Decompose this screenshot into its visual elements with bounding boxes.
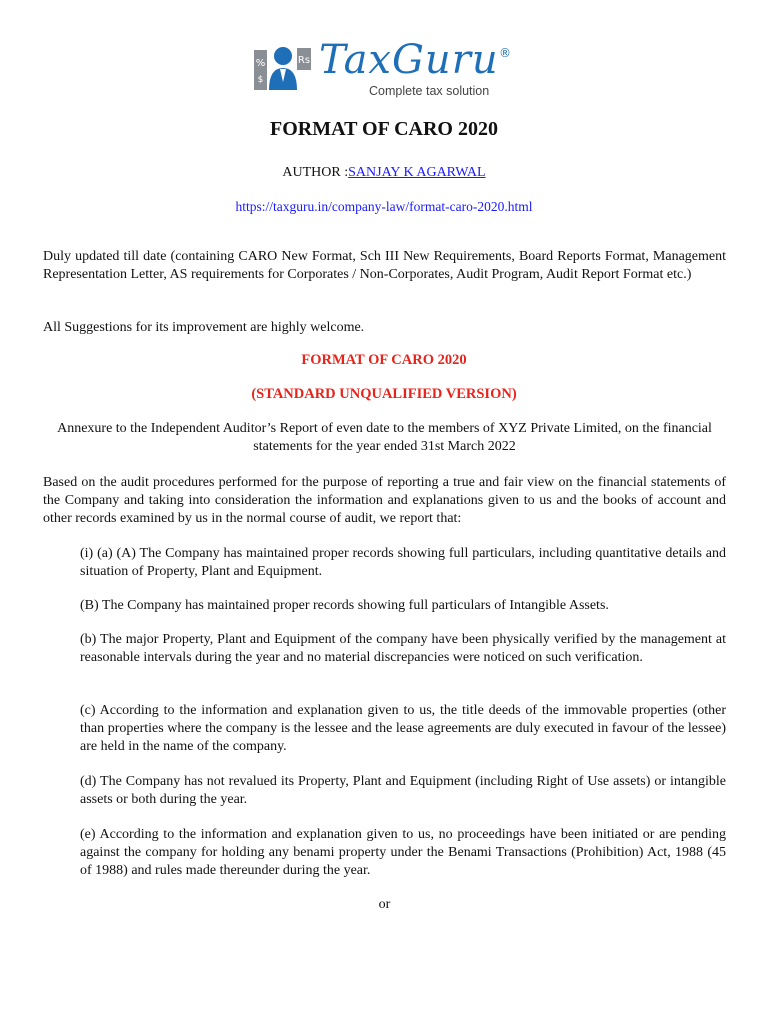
svg-text:$: $ <box>257 75 264 85</box>
clause-i-a-A: (i) (a) (A) The Company has maintained proper records showing full particulars, including quantitative details and situation of Property, Plant and Equipment. <box>80 546 726 579</box>
annexure-paragraph: Annexure to the Independent Auditor’s Report of even date to the members of XYZ Private Limited, on the financial statements for the year ended 31st March 2022 <box>57 421 712 454</box>
clause-d: (d) The Company has not revalued its Property, Plant and Equipment (including Right of Use assets) or intangible assets or both during the year. <box>80 774 726 807</box>
taxguru-emblem-icon <box>253 40 311 98</box>
document-title: FORMAT OF CARO 2020 <box>270 118 498 140</box>
author-line <box>0 165 768 181</box>
clause-e: (e) According to the information and explanation given to us, no proceedings have been initiated or are pending against the company for holding any benami property under the Benami Transactions (Prohibition) Act, 1988 (45 of 1988) and rules made thereunder during the year. <box>80 827 726 878</box>
based-on-paragraph: Based on the audit procedures performed for the purpose of reporting a true and fair view on the financial statements of the Company and taking into consideration the information and explanations given to us and the books of account and other records examined by us in the normal course of audit, we report that: <box>43 475 726 526</box>
registered-mark: ® <box>499 46 511 60</box>
author-label: AUTHOR : <box>282 165 349 180</box>
svg-text:Rs: Rs <box>297 55 311 66</box>
clause-b: (b) The major Property, Plant and Equipment of the company have been physically verified by the management at reasonable intervals during the year and no material discrepancies were noticed on such verification. <box>80 632 726 665</box>
clause-i-a-B: (B) The Company has maintained proper records showing full particulars of Intangible Assets. <box>80 598 609 613</box>
section-subtitle: (STANDARD UNQUALIFIED VERSION) <box>251 386 517 402</box>
intro-paragraph: Duly updated till date (containing CARO New Format, Sch III New Requirements, Board Reports Format, Management Representation Letter, AS requirements for Corporates / Non-Corporates, Audit Program, Audit Report Format etc.) <box>43 249 726 282</box>
author-name-link[interactable]: SANJAY K AGARWAL <box>348 165 486 180</box>
logo-tagline: Complete tax solution <box>369 84 490 98</box>
suggestions-paragraph: All Suggestions for its improvement are highly welcome. <box>43 320 365 335</box>
or-separator: or <box>378 897 391 912</box>
svg-text:%: % <box>255 58 266 69</box>
clause-c: (c) According to the information and explanation given to us, the title deeds of the immovable properties (other than properties where the company is the lessee and the lease agreements are duly executed in favour of the lessee) are held in the name of the company. <box>80 703 726 754</box>
source-url-link[interactable]: https://taxguru.in/company-law/format-caro-2020.html <box>235 199 533 214</box>
taxguru-logo[interactable] <box>253 37 523 102</box>
section-title: FORMAT OF CARO 2020 <box>301 352 467 368</box>
logo-wordmark: TaxGuru <box>319 37 499 83</box>
